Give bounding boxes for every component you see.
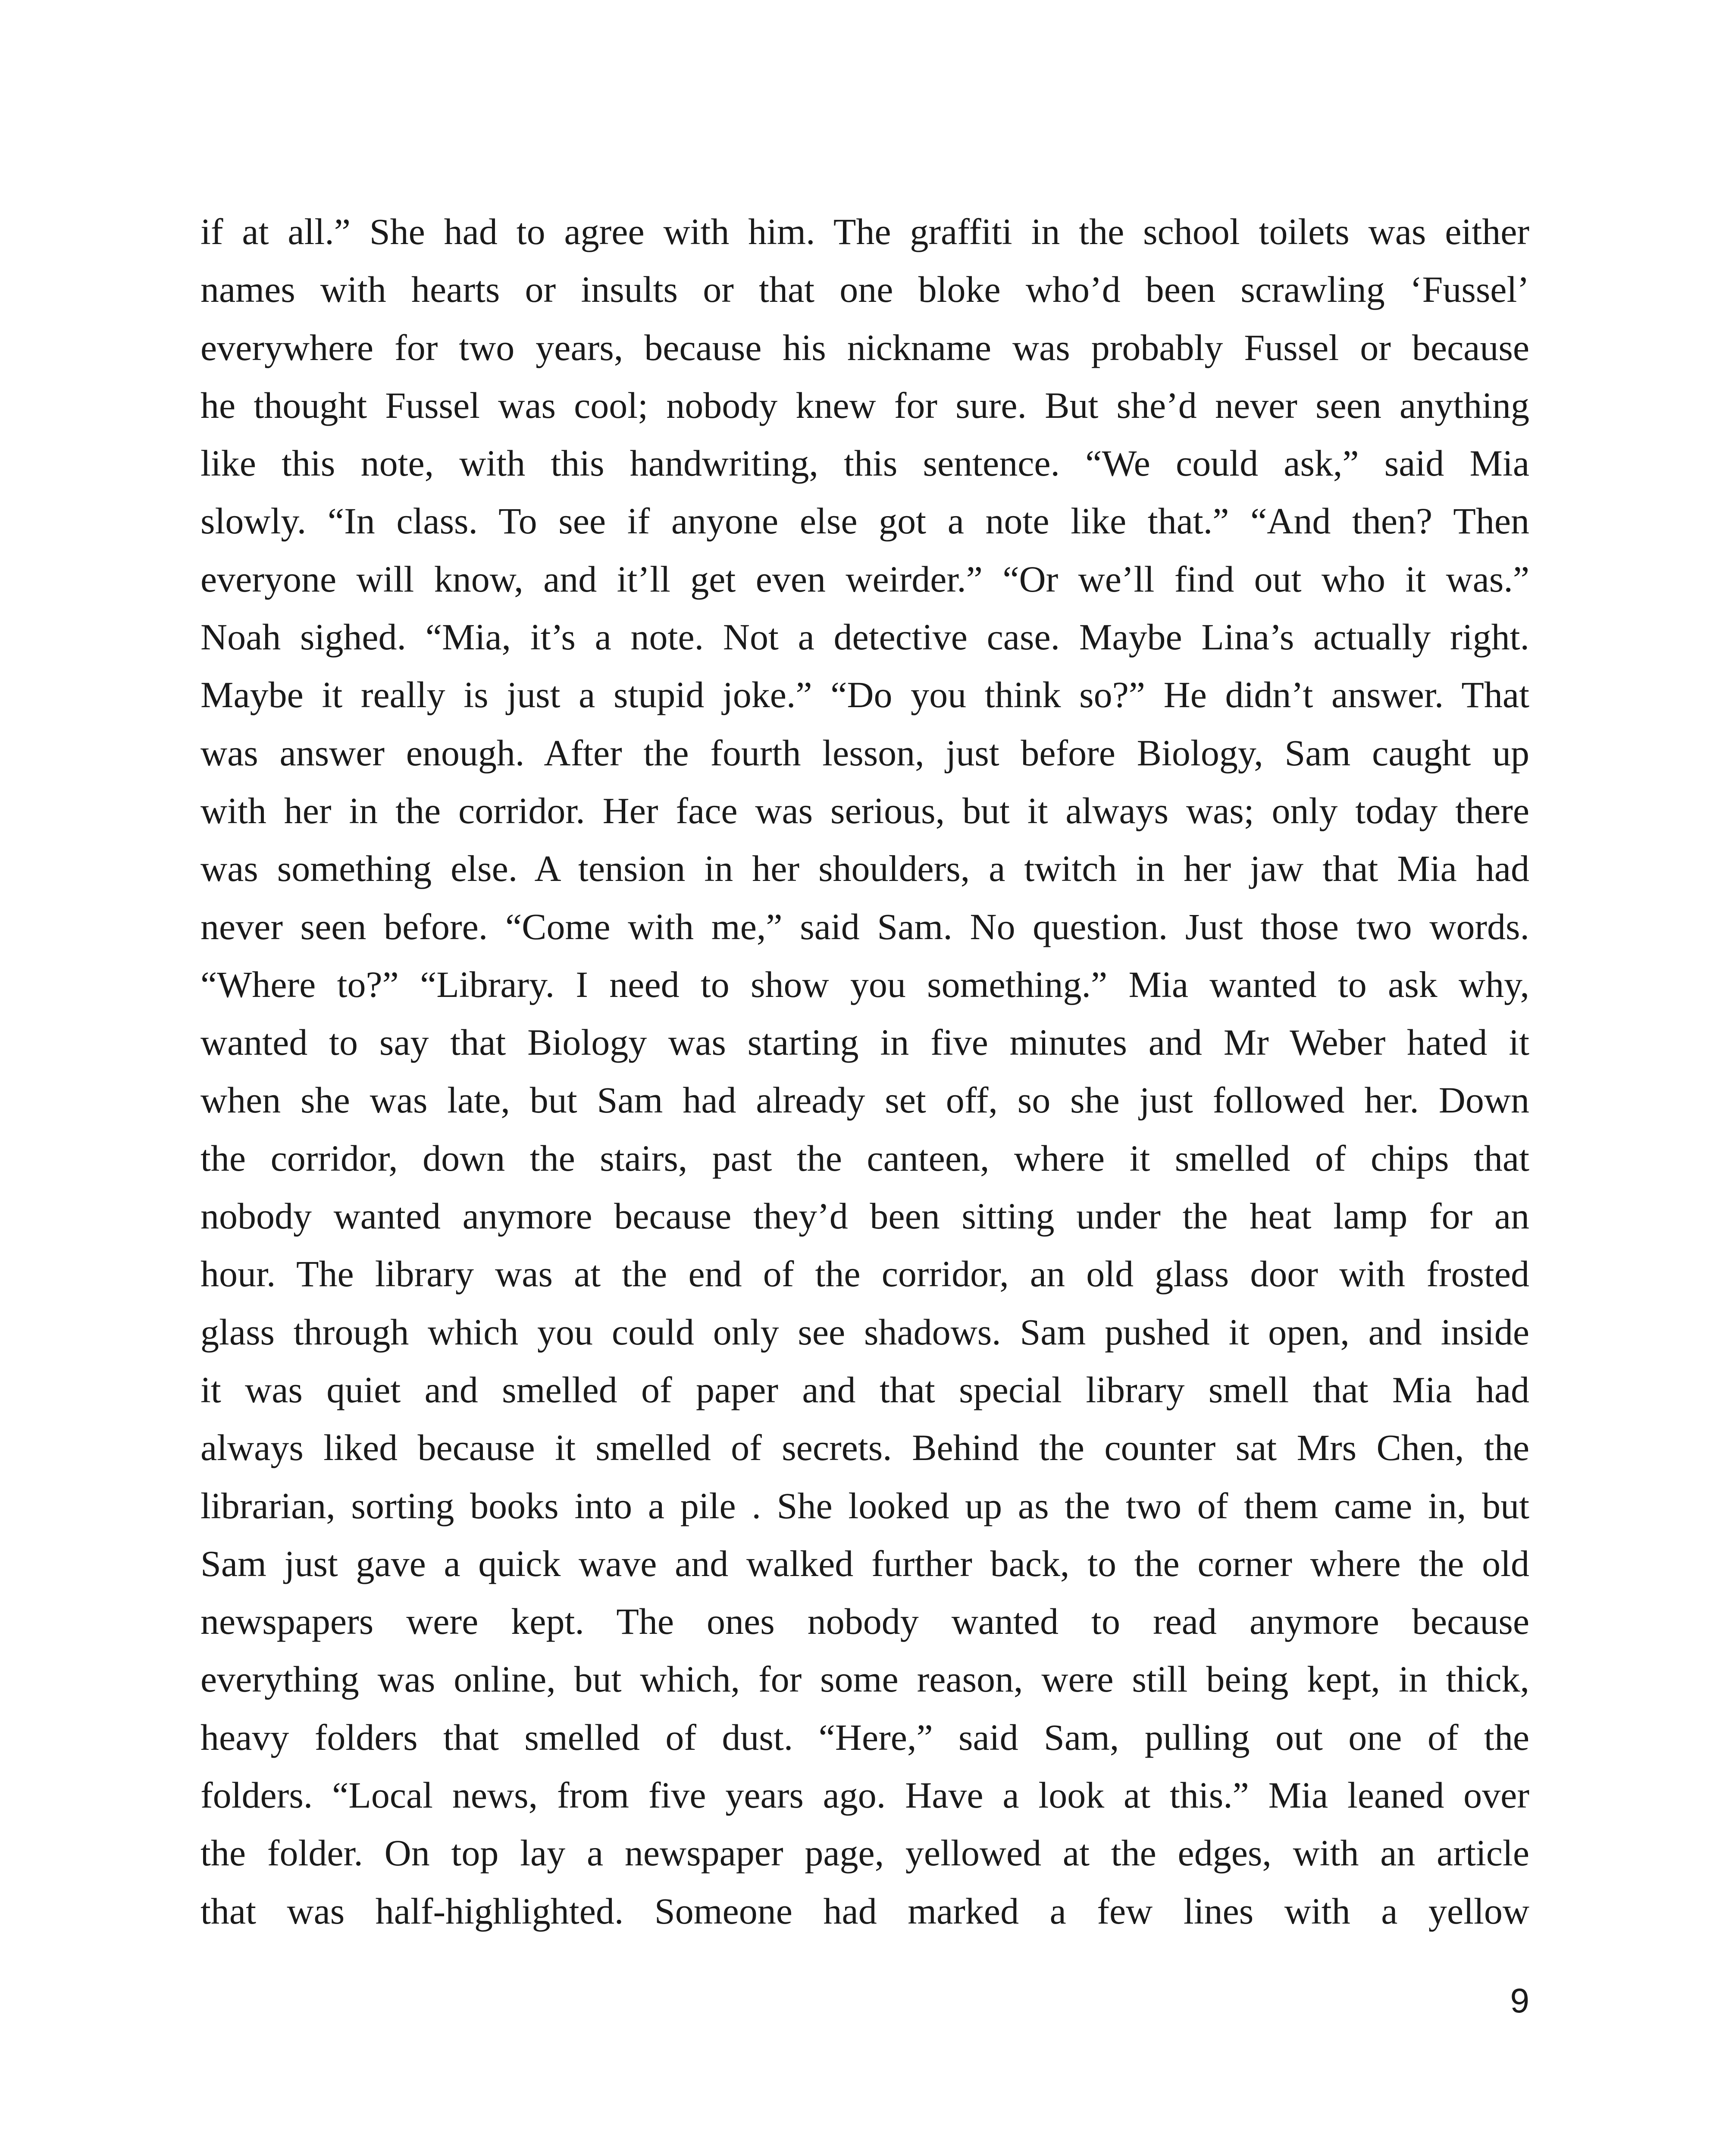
text-line: it was quiet and smelled of paper and that special library smell that Mia had <box>200 1369 1529 1410</box>
text-line: was something else. A tension in her shoulders, a twitch in her jaw that Mia had <box>200 848 1529 890</box>
text-line: everyone will know, and it’ll get even weirder.” “Or we’ll find out who it was.” <box>200 558 1529 600</box>
text-line: heavy folders that smelled of dust. “Here,” said Sam, pulling out one of the <box>200 1716 1529 1758</box>
text-line: newspapers were kept. The ones nobody wanted to read anymore because <box>200 1601 1529 1642</box>
text-line: never seen before. “Come with me,” said Sam. No question. Just those two words. <box>200 906 1529 947</box>
text-line: the corridor, down the stairs, past the canteen, where it smelled of chips that <box>200 1137 1529 1179</box>
text-line: hour. The library was at the end of the corridor, an old glass door with frosted <box>200 1253 1529 1295</box>
text-line: wanted to say that Biology was starting in five minutes and Mr Weber hated it <box>200 1022 1529 1063</box>
text-line: Maybe it really is just a stupid joke.” “Do you think so?” He didn’t answer. That <box>200 674 1529 716</box>
text-line: everywhere for two years, because his nickname was probably Fussel or because <box>200 326 1529 368</box>
text-line: was answer enough. After the fourth lesson, just before Biology, Sam caught up <box>200 732 1529 774</box>
text-line: that was half-highlighted. Someone had marked a few lines with a yellow <box>200 1890 1529 1932</box>
text-line: folders. “Local news, from five years ago. Have a look at this.” Mia leaned over <box>200 1774 1529 1816</box>
text-line: the folder. On top lay a newspaper page, yellowed at the edges, with an article <box>200 1832 1529 1874</box>
text-line: librarian, sorting books into a pile . She looked up as the two of them came in, but <box>200 1485 1529 1526</box>
text-line: if at all.” She had to agree with him. The graffiti in the school toilets was either <box>200 211 1529 252</box>
text-line: glass through which you could only see shadows. Sam pushed it open, and inside <box>200 1311 1529 1353</box>
text-line: Noah sighed. “Mia, it’s a note. Not a detective case. Maybe Lina’s actually right. <box>200 616 1529 658</box>
text-line: with her in the corridor. Her face was serious, but it always was; only today there <box>200 790 1529 831</box>
text-line: when she was late, but Sam had already set off, so she just followed her. Down <box>200 1079 1529 1121</box>
text-line: Sam just gave a quick wave and walked further back, to the corner where the old <box>200 1542 1529 1584</box>
page-number: 9 <box>1510 1981 1529 2020</box>
text-line: like this note, with this handwriting, this sentence. “We could ask,” said Mia <box>200 442 1529 484</box>
text-line: names with hearts or insults or that one bloke who’d been scrawling ‘Fussel’ <box>200 269 1529 310</box>
text-line: slowly. “In class. To see if anyone else got a note like that.” “And then? Then <box>200 500 1529 542</box>
text-line: always liked because it smelled of secrets. Behind the counter sat Mrs Chen, the <box>200 1427 1529 1469</box>
text-line: nobody wanted anymore because they’d been sitting under the heat lamp for an <box>200 1195 1529 1237</box>
body-text <box>200 203 1529 1940</box>
text-line: everything was online, but which, for some reason, were still being kept, in thick, <box>200 1658 1529 1700</box>
text-line: “Where to?” “Library. I need to show you something.” Mia wanted to ask why, <box>200 963 1529 1005</box>
text-line: he thought Fussel was cool; nobody knew for sure. But she’d never seen anything <box>200 384 1529 426</box>
